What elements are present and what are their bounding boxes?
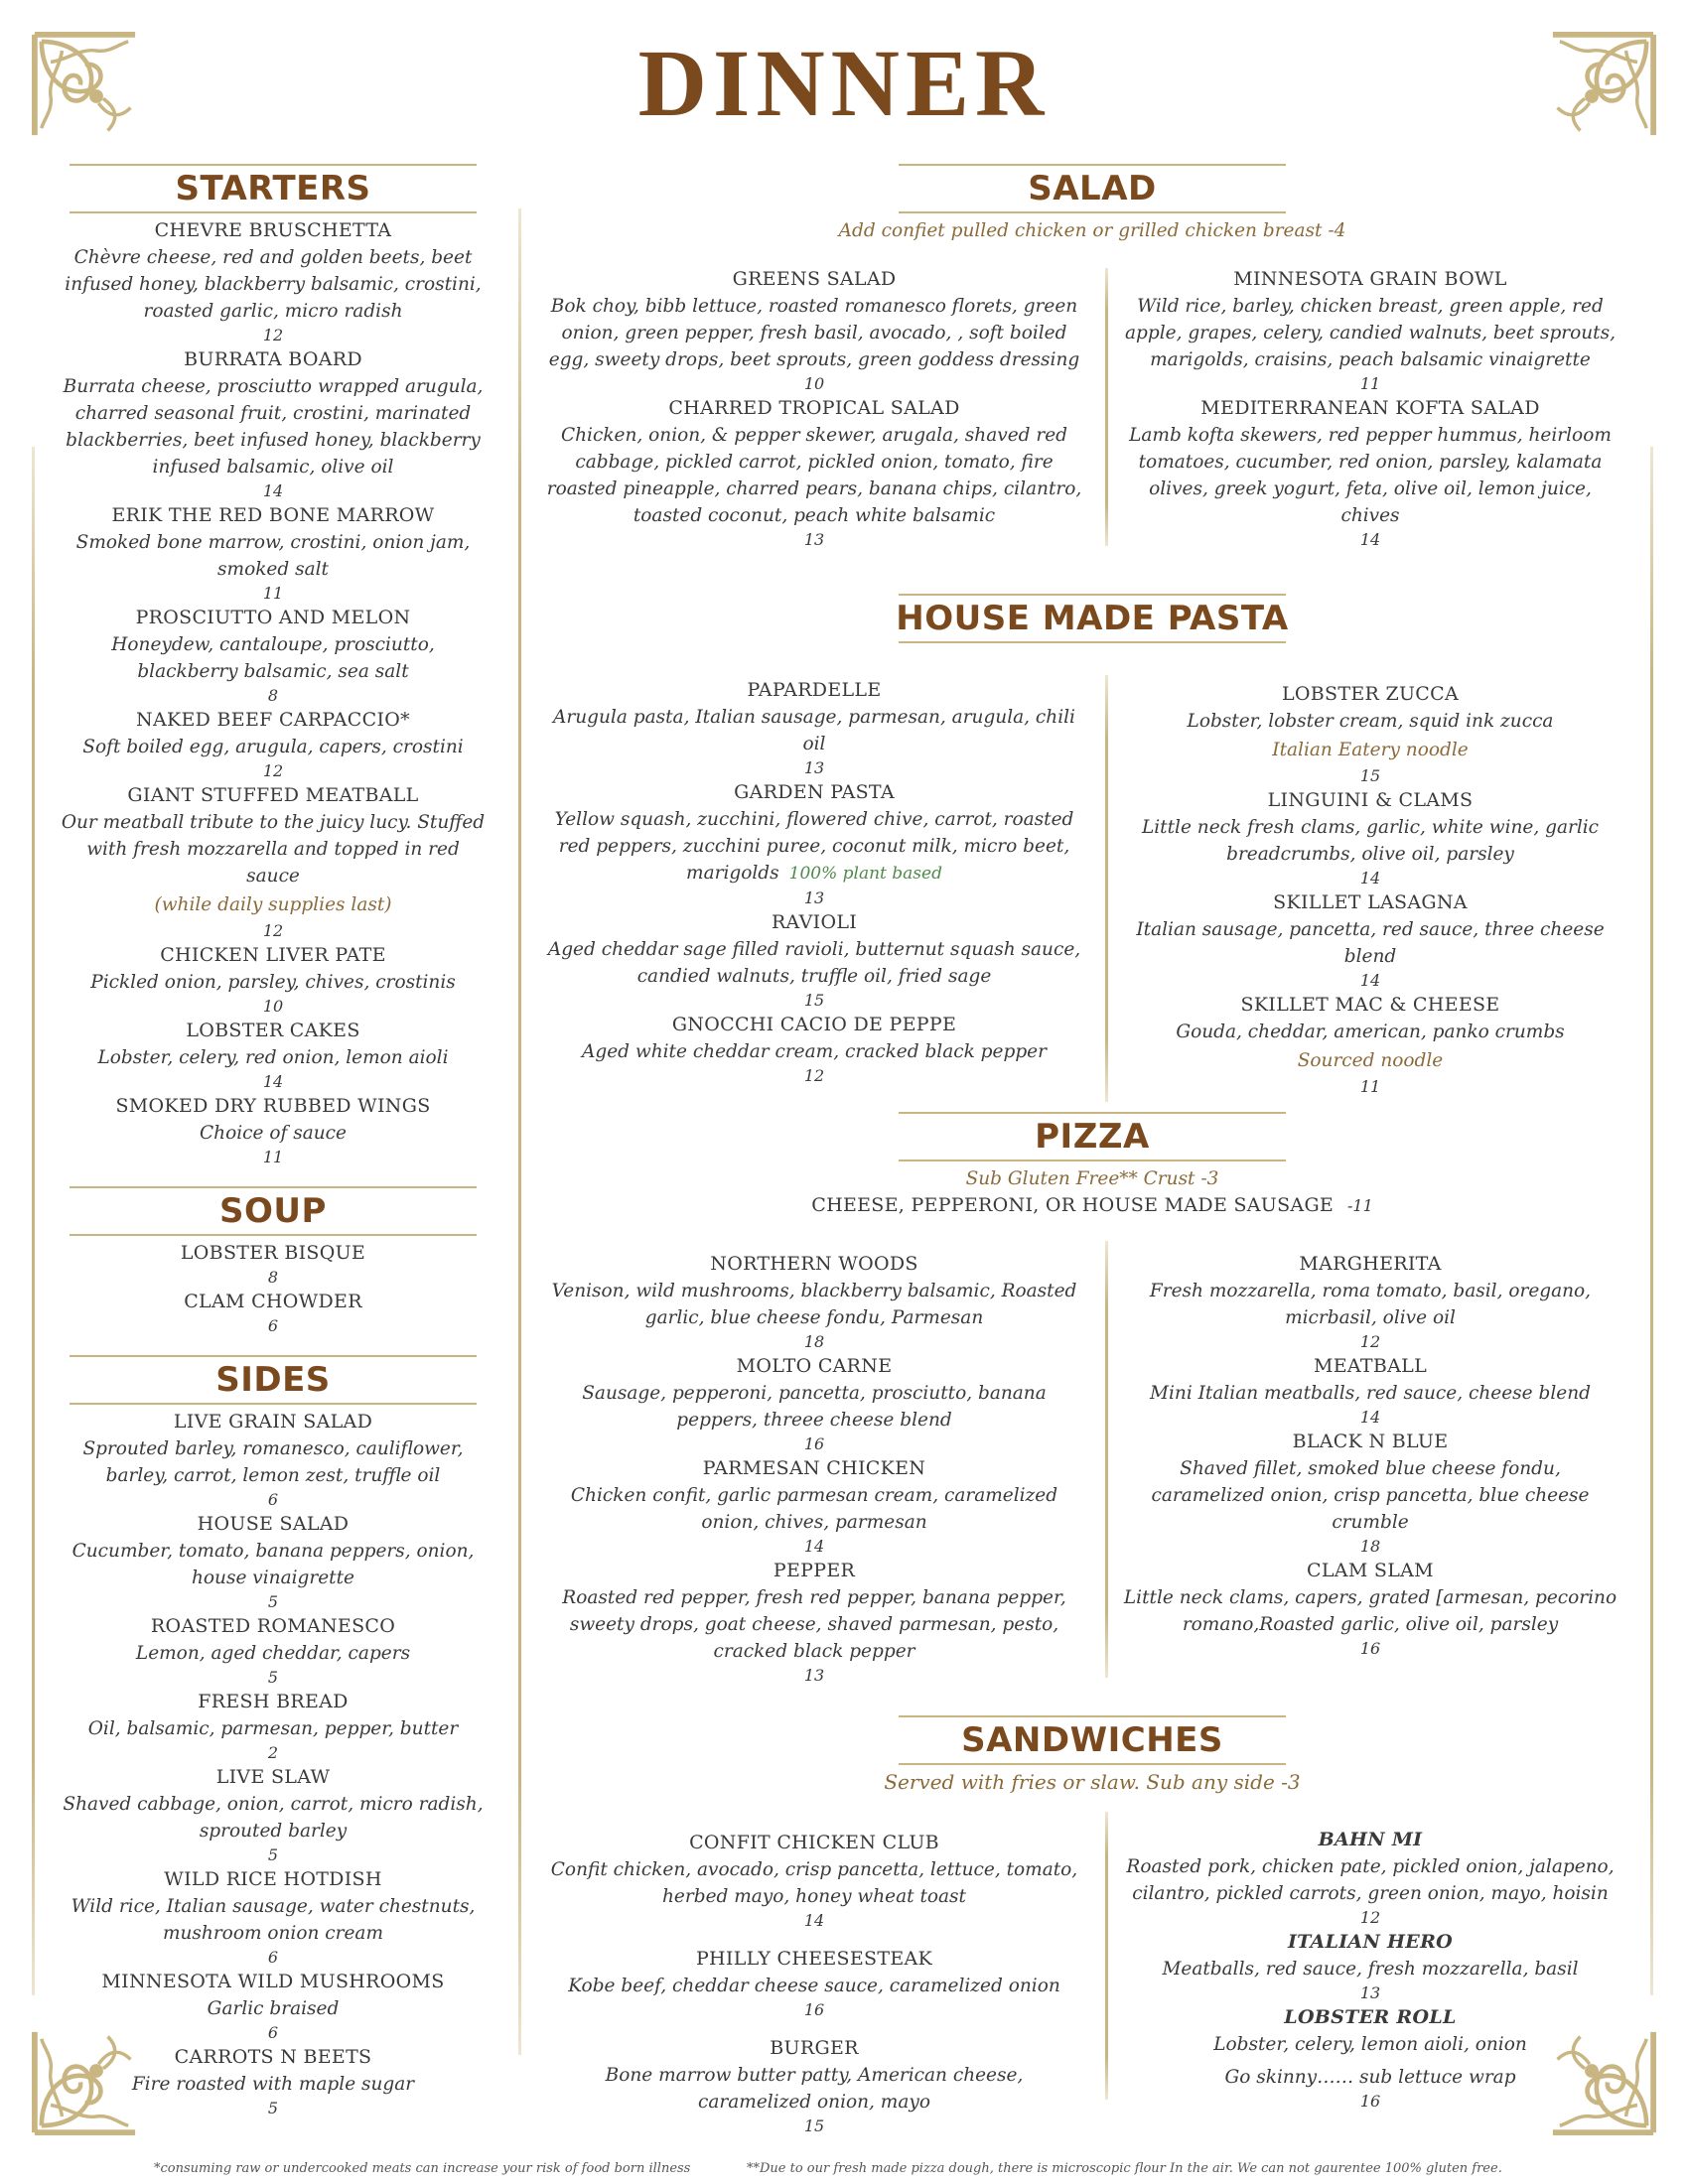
item-price: 12 <box>803 1066 825 1085</box>
item-name: PARMESAN CHICKEN <box>702 1457 926 1479</box>
pasta-section <box>546 594 1638 643</box>
starters-header <box>60 164 487 213</box>
item-price: 11 <box>1359 1077 1381 1096</box>
item-price: 15 <box>1359 766 1381 785</box>
menu-item-clam-chowder <box>60 1289 487 1337</box>
item-description: Confit chicken, avocado, crisp pancetta, lettuce, tomato, herbed mayo, honey wheat toast <box>550 1859 1078 1907</box>
item-price: 14 <box>803 1911 825 1930</box>
menu-item-chicken-liver-pate <box>60 942 487 1018</box>
item-name: GREENS SALAD <box>732 268 897 290</box>
item-description: Aged white cheddar cream, cracked black pepper <box>582 1041 1047 1062</box>
item-name: ERIK THE RED BONE MARROW <box>111 504 435 526</box>
item-description: Honeydew, cantaloupe, prosciutto, blackberry balsamic, sea salt <box>111 634 435 682</box>
sandwiches-section <box>546 1715 1638 1796</box>
item-price: 18 <box>803 1332 825 1351</box>
menu-item-house-salad <box>60 1511 487 1613</box>
item-name: MOLTO CARNE <box>736 1355 893 1377</box>
menu-item-charred-tropical-salad <box>546 395 1082 551</box>
item-name: BURGER <box>770 2037 859 2059</box>
item-description: Lemon, aged cheddar, capers <box>135 1643 411 1664</box>
menu-item-greens-salad <box>546 266 1082 395</box>
item-description: Burrata cheese, prosciutto wrapped arugula, charred seasonal fruit, crostini, marinated blackberries, beet infused honey, blackberry infused balsamic, olive oil <box>63 376 484 478</box>
item-name: BURRATA BOARD <box>184 348 362 370</box>
item-price: 6 <box>267 1490 279 1509</box>
item-name: MEATBALL <box>1314 1355 1427 1377</box>
item-name: PHILLY CHEESESTEAK <box>695 1948 933 1970</box>
item-description: Fire roasted with maple sugar <box>131 2074 415 2095</box>
item-extra-note: Go skinny…… sub lettuce wrap <box>1224 2067 1516 2088</box>
menu-item-erik-the-red-bone-marrow <box>60 502 487 605</box>
item-price: 11 <box>1359 374 1381 393</box>
item-note: Sourced noodle <box>1297 1050 1444 1071</box>
item-description: Chèvre cheese, red and golden beets, beet infused honey, blackberry balsamic, crostini, roasted garlic, micro radish <box>65 247 482 322</box>
page-title: DINNER <box>637 30 1051 136</box>
menu-item-lobster-bisque <box>60 1240 487 1289</box>
item-price: 12 <box>262 921 284 940</box>
menu-item-philly-cheesesteak <box>546 1946 1082 2021</box>
sandwiches-heading: SANDWICHES <box>961 1720 1223 1760</box>
item-price: 14 <box>1359 1408 1381 1427</box>
item-description: Wild rice, barley, chicken breast, green apple, red apple, grapes, celery, candied walnuts, beet sprouts, marigolds, craisins, peach balsamic vinaigrette <box>1124 296 1616 370</box>
menu-item-italian-hero <box>1122 1929 1618 2004</box>
pasta-right-list <box>1122 681 1618 1098</box>
item-description: Kobe beef, cheddar cheese sauce, caramelized onion <box>568 1976 1060 1996</box>
menu-item-meatball <box>1122 1353 1618 1429</box>
item-name: CHEVRE BRUSCHETTA <box>154 219 392 241</box>
item-description-text: Yellow squash, zucchini, flowered chive, carrot, roasted red peppers, zucchini puree, coconut milk, micro beet, marigolds <box>554 809 1074 884</box>
pizza-right-list <box>1122 1251 1618 1660</box>
pizza-basic-label: CHEESE, PEPPERONI, OR HOUSE MADE SAUSAGE <box>811 1194 1335 1216</box>
sides-heading: SIDES <box>215 1360 331 1400</box>
item-price: 15 <box>803 2116 825 2135</box>
item-price: 14 <box>1359 869 1381 887</box>
menu-item-bahn-mi <box>1122 1827 1618 1929</box>
item-price: 10 <box>803 374 825 393</box>
sandwiches-left-list <box>546 1830 1082 2151</box>
item-name: NORTHERN WOODS <box>710 1253 918 1275</box>
item-description: Lamb kofta skewers, red pepper hummus, heirloom tomatoes, cucumber, red onion, parsley, kalamata olives, greek yogurt, feta, olive oil, lemon juice, chives <box>1129 425 1612 526</box>
item-description: Roasted pork, chicken pate, pickled onion, jalapeno, cilantro, pickled carrots, green onion, mayo, hoisin <box>1126 1856 1615 1904</box>
item-name: ITALIAN HERO <box>1287 1931 1454 1953</box>
sandwiches-right-list <box>1122 1827 1618 2113</box>
soup-heading: SOUP <box>219 1191 327 1231</box>
pizza-subtitle: Sub Gluten Free** Crust -3 <box>965 1168 1219 1189</box>
item-name: NAKED BEEF CARPACCIO* <box>136 709 410 731</box>
menu-item-margherita <box>1122 1251 1618 1353</box>
item-description <box>546 806 1082 887</box>
menu-item-papardelle <box>546 677 1082 779</box>
menu-item-minnesota-grain-bowl <box>1122 266 1618 395</box>
item-name: SMOKED DRY RUBBED WINGS <box>115 1095 431 1117</box>
divider-sandwiches <box>1105 1812 1108 2100</box>
item-name: CLAM CHOWDER <box>184 1291 362 1312</box>
item-description: Our meatball tribute to the juicy lucy. Stuffed with fresh mozzarella and topped in red sauce <box>61 812 486 887</box>
pizza-heading: PIZZA <box>1035 1117 1150 1157</box>
item-name: PROSCIUTTO AND MELON <box>135 607 411 628</box>
menu-item-skillet-mac-cheese <box>1122 992 1618 1098</box>
item-name: LOBSTER ZUCCA <box>1282 683 1459 705</box>
menu-item-parmesan-chicken <box>546 1455 1082 1558</box>
left-column <box>60 164 487 2119</box>
item-description: Roasted red pepper, fresh red pepper, banana pepper, sweety drops, goat cheese, shaved parmesan, pesto, cracked black pepper <box>562 1587 1066 1662</box>
item-price: 14 <box>262 1072 284 1091</box>
menu-item-mediterranean-kofta-salad <box>1122 395 1618 551</box>
starters-heading: STARTERS <box>175 169 371 208</box>
menu-item-chevre-bruschetta <box>60 217 487 346</box>
item-name: GNOCCHI CACIO DE PEPPE <box>671 1014 957 1035</box>
salad-subtitle: Add confiet pulled chicken or grilled chicken breast -4 <box>838 220 1346 241</box>
plant-based-tag: 100% plant based <box>788 864 942 884</box>
pizza-basic-price: -11 <box>1346 1196 1373 1215</box>
item-price: 16 <box>803 1434 825 1453</box>
item-price: 11 <box>262 1148 284 1166</box>
salad-right-list <box>1122 266 1618 551</box>
item-name: LIVE GRAIN SALAD <box>173 1411 373 1433</box>
item-price: 8 <box>267 1268 279 1287</box>
item-price: 13 <box>803 1666 825 1685</box>
item-description: Arugula pasta, Italian sausage, parmesan, arugula, chili oil <box>553 707 1075 754</box>
sides-header <box>60 1355 487 1405</box>
item-description: Bone marrow butter patty, American cheese, caramelized onion, mayo <box>605 2065 1024 2113</box>
item-name: GIANT STUFFED MEATBALL <box>127 784 419 806</box>
item-description: Sprouted barley, romanesco, cauliflower, barley, carrot, lemon zest, truffle oil <box>82 1438 464 1486</box>
menu-item-giant-stuffed-meatball <box>60 782 487 942</box>
item-description: Gouda, cheddar, american, panko crumbs <box>1176 1022 1565 1042</box>
sandwiches-subtitle: Served with fries or slaw. Sub any side -3 <box>884 1770 1301 1794</box>
item-name: LOBSTER CAKES <box>186 1020 360 1041</box>
pizza-left-list <box>546 1251 1082 1687</box>
item-name: PAPARDELLE <box>747 679 882 701</box>
item-name: CONFIT CHICKEN CLUB <box>689 1832 939 1853</box>
item-description: Little neck fresh clams, garlic, white wine, garlic breadcrumbs, olive oil, parsley <box>1141 817 1600 865</box>
menu-item-garden-pasta <box>546 779 1082 909</box>
menu-item-live-slaw <box>60 1764 487 1866</box>
item-name: LOBSTER ROLL <box>1284 2006 1457 2028</box>
pasta-header <box>546 594 1638 643</box>
item-name: MEDITERRANEAN KOFTA SALAD <box>1200 397 1540 419</box>
menu-item-burrata-board <box>60 346 487 502</box>
divider-pasta <box>1105 675 1108 1102</box>
item-price: 16 <box>1359 2092 1381 2111</box>
item-description: Shaved cabbage, onion, carrot, micro radish, sprouted barley <box>63 1794 484 1842</box>
menu-item-skillet-lasagna <box>1122 889 1618 992</box>
item-price: 16 <box>803 2000 825 2019</box>
item-name: MINNESOTA GRAIN BOWL <box>1233 268 1507 290</box>
divider-salad <box>1105 268 1108 546</box>
item-name: MINNESOTA WILD MUSHROOMS <box>101 1971 445 1992</box>
menu-item-pepper <box>546 1558 1082 1687</box>
item-price: 12 <box>262 761 284 780</box>
item-price: 16 <box>1359 1639 1381 1658</box>
salad-header <box>546 164 1638 213</box>
item-name: CLAM SLAM <box>1307 1560 1434 1581</box>
item-description: Lobster, lobster cream, squid ink zucca <box>1187 711 1554 732</box>
item-description: Choice of sauce <box>200 1123 347 1144</box>
item-name: WILD RICE HOTDISH <box>164 1868 382 1890</box>
item-description: Wild rice, Italian sausage, water chestnuts, mushroom onion cream <box>70 1896 476 1944</box>
menu-item-fresh-bread <box>60 1689 487 1764</box>
item-price: 13 <box>1359 1983 1381 2002</box>
salad-heading: SALAD <box>1028 169 1157 208</box>
sides-list <box>60 1409 487 2119</box>
item-name: CARROTS N BEETS <box>174 2046 372 2068</box>
footer-raw-meat-note: *consuming raw or undercooked meats can increase your risk of food born illness <box>154 2161 691 2176</box>
menu-item-smoked-dry-rubbed-wings <box>60 1093 487 1168</box>
item-name: CHICKEN LIVER PATE <box>160 944 386 966</box>
divider-pizza <box>1105 1241 1108 1678</box>
item-description: Oil, balsamic, parmesan, pepper, butter <box>87 1718 459 1739</box>
item-price: 12 <box>1359 1332 1381 1351</box>
menu-item-confit-chicken-club <box>546 1830 1082 1932</box>
item-price: 14 <box>1359 971 1381 990</box>
menu-item-roasted-romanesco <box>60 1613 487 1689</box>
pasta-left-list <box>546 677 1082 1087</box>
sandwiches-header <box>546 1715 1638 1765</box>
menu-item-clam-slam <box>1122 1558 1618 1660</box>
item-price: 5 <box>267 1668 279 1687</box>
item-name: BAHN MI <box>1318 1829 1423 1850</box>
item-price: 5 <box>267 2099 279 2117</box>
starters-list <box>60 217 487 1168</box>
menu-item-molto-carne <box>546 1353 1082 1455</box>
item-description: Smoked bone marrow, crostini, onion jam, smoked salt <box>75 532 471 580</box>
menu-item-naked-beef-carpaccio <box>60 707 487 782</box>
salad-left-list <box>546 266 1082 551</box>
item-name: PEPPER <box>773 1560 856 1581</box>
menu-item-lobster-zucca <box>1122 681 1618 787</box>
item-price: 5 <box>267 1845 279 1864</box>
menu-item-northern-woods <box>546 1251 1082 1353</box>
item-description: Bok choy, bibb lettuce, roasted romanesco florets, green onion, green pepper, fresh basil, avocado, , soft boiled egg, sweety drops, beet sprouts, green goddess dressing <box>548 296 1080 370</box>
item-name: CHARRED TROPICAL SALAD <box>668 397 960 419</box>
item-description: Chicken, onion, & pepper skewer, arugala, shaved red cabbage, pickled carrot, pickled onion, tomato, fire roasted pineapple, charred pears, banana chips, cilantro, toasted coconut, peach white balsamic <box>546 425 1082 526</box>
item-name: GARDEN PASTA <box>734 781 895 803</box>
item-description: Mini Italian meatballs, red sauce, cheese blend <box>1150 1383 1591 1404</box>
item-name: SKILLET LASAGNA <box>1273 891 1468 913</box>
menu-item-lobster-roll <box>1122 2004 1618 2113</box>
item-name: LINGUINI & CLAMS <box>1267 789 1474 811</box>
item-description: Chicken confit, garlic parmesan cream, caramelized onion, chives, parmesan <box>570 1485 1058 1533</box>
item-name: HOUSE SALAD <box>197 1513 350 1535</box>
item-description: Italian sausage, pancetta, red sauce, three cheese blend <box>1136 919 1605 967</box>
item-name: FRESH BREAD <box>198 1691 349 1712</box>
pizza-section <box>546 1112 1638 1219</box>
item-price: 15 <box>803 991 825 1010</box>
item-price: 2 <box>267 1743 279 1762</box>
item-price: 12 <box>1359 1908 1381 1927</box>
footer-gluten-note: **Due to our fresh made pizza dough, there is microscopic flour In the air. We can not gaurentee 100% gluten free. <box>747 2161 1502 2176</box>
item-name: MARGHERITA <box>1299 1253 1442 1275</box>
item-description: Little neck clams, capers, grated [armesan, pecorino romano,Roasted garlic, olive oil, parsley <box>1123 1587 1618 1635</box>
pizza-basic-line <box>546 1192 1638 1219</box>
menu-item-live-grain-salad <box>60 1409 487 1511</box>
item-description: Pickled onion, parsley, chives, crostinis <box>90 972 456 993</box>
salad-section <box>546 164 1638 244</box>
soup-list <box>60 1240 487 1337</box>
item-description: Venison, wild mushrooms, blackberry balsamic, Roasted garlic, blue cheese fondu, Parmesan <box>551 1281 1077 1328</box>
divider-right <box>1650 447 1653 1995</box>
item-price: 13 <box>803 888 825 907</box>
item-description: Shaved fillet, smoked blue cheese fondu, caramelized onion, crisp pancetta, blue cheese crumble <box>1151 1458 1590 1533</box>
item-price: 14 <box>262 481 284 500</box>
divider-center-left <box>518 208 521 2055</box>
item-price: 8 <box>267 686 279 705</box>
soup-header <box>60 1186 487 1236</box>
item-price: 14 <box>803 1537 825 1556</box>
menu-item-ravioli <box>546 909 1082 1012</box>
item-description: Sausage, pepperoni, pancetta, prosciutto, banana peppers, threee cheese blend <box>582 1383 1047 1431</box>
item-description: Garlic braised <box>207 1998 340 2019</box>
item-price: 11 <box>262 584 284 603</box>
item-note: Italian Eatery noodle <box>1272 740 1469 760</box>
item-description: Aged cheddar sage filled ravioli, butternut squash sauce, candied walnuts, truffle oil, fried sage <box>547 939 1081 987</box>
item-price: 18 <box>1359 1537 1381 1556</box>
item-name: LIVE SLAW <box>215 1766 331 1788</box>
item-name: SKILLET MAC & CHEESE <box>1240 994 1500 1016</box>
menu-item-gnocchi-cacio-de-peppe <box>546 1012 1082 1087</box>
item-price: 14 <box>1359 530 1381 549</box>
item-price: 10 <box>262 997 284 1016</box>
pizza-header <box>546 1112 1638 1161</box>
divider-left <box>32 447 35 1995</box>
item-description: Soft boiled egg, arugula, capers, crostini <box>82 737 464 757</box>
menu-item-carrots-n-beets <box>60 2044 487 2119</box>
item-description: Lobster, celery, lemon aioli, onion <box>1213 2034 1527 2055</box>
item-name: BLACK N BLUE <box>1292 1431 1449 1452</box>
item-price: 13 <box>803 758 825 777</box>
item-price: 6 <box>267 2023 279 2042</box>
menu-item-lobster-cakes <box>60 1018 487 1093</box>
item-description: Fresh mozzarella, roma tomato, basil, oregano, micrbasil, olive oil <box>1149 1281 1592 1328</box>
menu-item-black-n-blue <box>1122 1429 1618 1558</box>
item-note: (while daily supplies last) <box>154 894 392 915</box>
item-name: LOBSTER BISQUE <box>180 1242 366 1264</box>
item-name: RAVIOLI <box>771 911 858 933</box>
item-price: 12 <box>262 326 284 344</box>
menu-item-prosciutto-and-melon <box>60 605 487 707</box>
item-description: Lobster, celery, red onion, lemon aioli <box>97 1047 449 1068</box>
menu-item-burger <box>546 2035 1082 2137</box>
item-price: 5 <box>267 1592 279 1611</box>
menu-item-linguini-clams <box>1122 787 1618 889</box>
item-price: 6 <box>267 1316 279 1335</box>
item-price: 13 <box>803 530 825 549</box>
pasta-heading: HOUSE MADE PASTA <box>896 599 1289 638</box>
item-name: ROASTED ROMANESCO <box>150 1615 396 1637</box>
item-description: Meatballs, red sauce, fresh mozzarella, basil <box>1162 1959 1579 1979</box>
item-price: 6 <box>267 1948 279 1967</box>
menu-item-minnesota-wild-mushrooms <box>60 1969 487 2044</box>
menu-item-wild-rice-hotdish <box>60 1866 487 1969</box>
item-description: Cucumber, tomato, banana peppers, onion, house vinaigrette <box>71 1541 475 1588</box>
